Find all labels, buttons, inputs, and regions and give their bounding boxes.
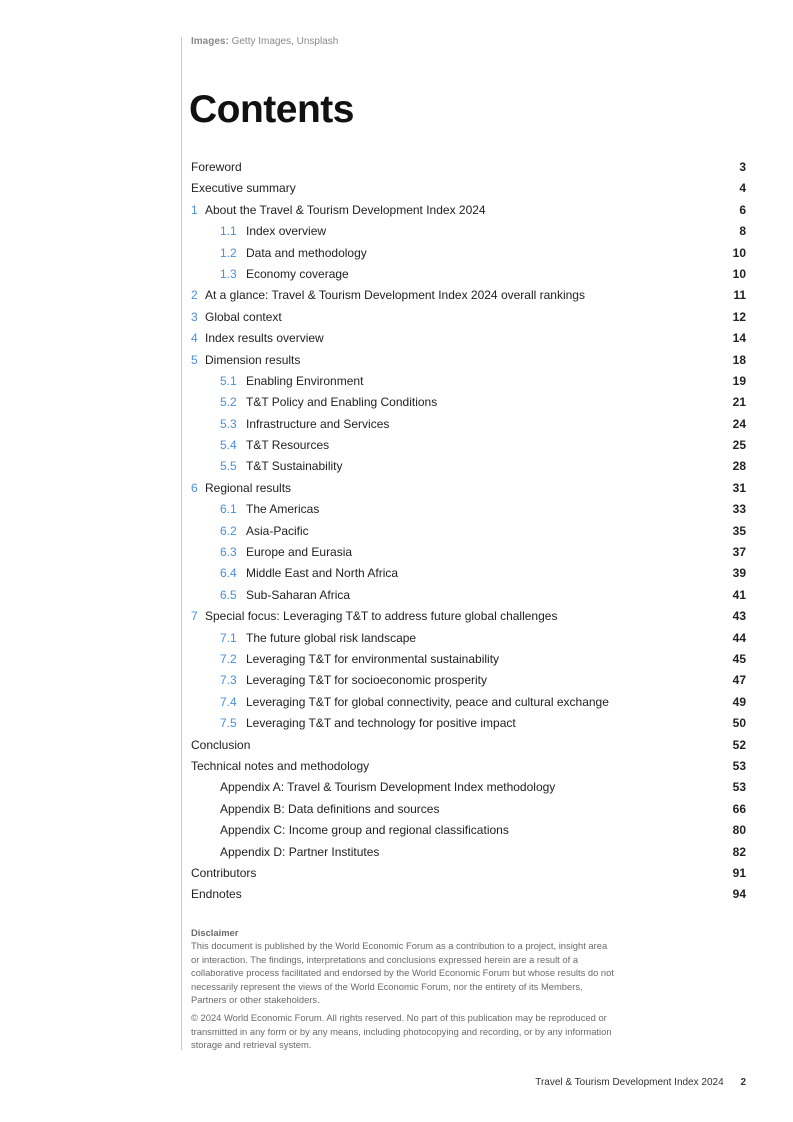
- toc-entry[interactable]: [191, 157, 746, 178]
- toc-entry-label: The future global risk landscape: [246, 630, 417, 645]
- toc-entry[interactable]: [191, 307, 746, 328]
- toc-entry[interactable]: [191, 285, 746, 306]
- toc-entry-label: Appendix A: Travel & Tourism Development Index methodology: [220, 780, 556, 795]
- toc-entry-number: 1.3: [220, 266, 237, 281]
- toc-entry-page: 10: [732, 266, 746, 281]
- toc-entry-label: T&T Resources: [246, 438, 330, 453]
- toc-entry[interactable]: [191, 521, 746, 542]
- toc-entry-label: Conclusion: [191, 737, 251, 752]
- toc-entry-page: 44: [732, 630, 746, 645]
- page-title: Contents: [189, 88, 354, 131]
- toc-entry-number: 6: [191, 480, 198, 495]
- toc-entry[interactable]: [191, 649, 746, 670]
- toc-entry[interactable]: [191, 799, 746, 820]
- toc-entry[interactable]: [191, 414, 746, 435]
- toc-entry-page: 43: [732, 609, 746, 624]
- toc-entry-label: Infrastructure and Services: [246, 416, 390, 431]
- toc-entry[interactable]: [191, 884, 746, 905]
- toc-entry-page: 39: [732, 566, 746, 581]
- toc-entry-label: Asia-Pacific: [246, 523, 309, 538]
- toc-entry-label: T&T Policy and Enabling Conditions: [246, 395, 438, 410]
- toc-entry-number: 1.1: [220, 224, 237, 239]
- toc-entry-number: 4: [191, 331, 198, 346]
- toc-entry[interactable]: [191, 264, 746, 285]
- disclaimer: [191, 926, 616, 1057]
- toc-entry-page: 45: [732, 651, 746, 666]
- toc-entry-label: Appendix C: Income group and regional classifications: [220, 823, 509, 838]
- toc-entry[interactable]: [191, 863, 746, 884]
- toc-entry-number: 2: [191, 288, 198, 303]
- toc-entry-number: 5.3: [220, 416, 237, 431]
- toc-entry[interactable]: [191, 692, 746, 713]
- toc-entry-page: 14: [732, 331, 746, 346]
- toc-entry-label: Endnotes: [191, 887, 242, 902]
- toc-entry-page: 33: [732, 502, 746, 517]
- toc-entry-label: Enabling Environment: [246, 373, 364, 388]
- toc-entry[interactable]: [191, 456, 746, 477]
- toc-entry[interactable]: [191, 435, 746, 456]
- toc-entry-label: Leveraging T&T for socioeconomic prosperity: [246, 673, 488, 688]
- toc-entry-label: Executive summary: [191, 181, 296, 196]
- margin-rule: [181, 37, 182, 1050]
- toc-entry-page: 37: [732, 545, 746, 560]
- toc-entry[interactable]: [191, 392, 746, 413]
- toc-entry-label: Economy coverage: [246, 266, 349, 281]
- toc-entry-number: 5.5: [220, 459, 237, 474]
- toc-entry[interactable]: [191, 499, 746, 520]
- toc-entry[interactable]: [191, 478, 746, 499]
- footer-report-title: Travel & Tourism Development Index 2024: [535, 1077, 724, 1088]
- toc-entry-label: Middle East and North Africa: [246, 566, 399, 581]
- toc-entry-number: 1: [191, 202, 198, 217]
- toc-entry-page: 12: [732, 309, 746, 324]
- toc-entry-label: Sub-Saharan Africa: [246, 587, 351, 602]
- toc-entry-label: Leveraging T&T for global connectivity, peace and cultural exchange: [246, 694, 609, 709]
- toc-entry-page: 10: [732, 245, 746, 260]
- toc-entry-label: Data and methodology: [246, 245, 367, 260]
- toc-entry[interactable]: [191, 563, 746, 584]
- toc-entry-page: 50: [732, 716, 746, 731]
- toc-entry-page: 94: [732, 887, 746, 902]
- toc-entry-number: 6.1: [220, 502, 237, 517]
- toc-entry-page: 6: [739, 202, 746, 217]
- toc-entry[interactable]: [191, 371, 746, 392]
- toc-entry[interactable]: [191, 713, 746, 734]
- toc-entry[interactable]: [191, 820, 746, 841]
- toc-entry[interactable]: [191, 178, 746, 199]
- toc-entry[interactable]: [191, 350, 746, 371]
- toc-entry-label: Global context: [205, 309, 282, 324]
- toc-entry-number: 5.4: [220, 438, 237, 453]
- toc-entry-label: Index overview: [246, 224, 327, 239]
- toc-entry[interactable]: [191, 200, 746, 221]
- image-credits-text: Getty Images, Unsplash: [231, 36, 339, 47]
- toc-entry[interactable]: [191, 670, 746, 691]
- toc-entry-number: 3: [191, 309, 198, 324]
- toc-entry-number: 7.1: [220, 630, 237, 645]
- toc-entry-number: 7.2: [220, 651, 237, 666]
- toc-entry-label: Europe and Eurasia: [246, 545, 353, 560]
- toc-entry[interactable]: [191, 606, 746, 627]
- toc-entry-page: 35: [732, 523, 746, 538]
- toc-entry-page: 24: [732, 416, 746, 431]
- toc-entry[interactable]: [191, 221, 746, 242]
- image-credits: [191, 36, 338, 47]
- toc-entry-label: Technical notes and methodology: [191, 758, 370, 773]
- toc-entry[interactable]: [191, 777, 746, 798]
- toc-entry-number: 7: [191, 609, 198, 624]
- toc-entry-page: 25: [732, 438, 746, 453]
- toc-entry-number: 5.2: [220, 395, 237, 410]
- toc-entry-label: Dimension results: [205, 352, 301, 367]
- toc-entry-page: 4: [739, 181, 746, 196]
- image-credits-label: Images:: [191, 36, 229, 47]
- disclaimer-heading: Disclaimer: [191, 927, 239, 938]
- toc-entry-page: 3: [739, 160, 746, 174]
- toc-entry-number: 5: [191, 352, 198, 367]
- page-footer: [535, 1077, 746, 1088]
- toc-entry[interactable]: [191, 243, 746, 264]
- toc-entry-number: 6.4: [220, 566, 237, 581]
- toc-entry-number: 7.4: [220, 694, 237, 709]
- footer-page-number: 2: [740, 1077, 746, 1088]
- toc-entry-number: 6.5: [220, 587, 237, 602]
- table-of-contents: [191, 157, 746, 906]
- toc-entry-page: 52: [732, 737, 746, 752]
- toc-entry-number: 1.2: [220, 245, 237, 260]
- copyright-notice: © 2024 World Economic Forum. All rights reserved. No part of this publication may be reproduced or transmitted in any form or by any means, including photocopying and recording, or by any information storage and retrieval system.: [191, 1012, 612, 1051]
- toc-entry-page: 53: [732, 758, 746, 773]
- toc-entry-page: 41: [732, 587, 746, 602]
- toc-entry-label: Appendix B: Data definitions and sources: [220, 801, 440, 816]
- toc-entry[interactable]: [191, 542, 746, 563]
- toc-entry-number: 5.1: [220, 373, 237, 388]
- toc-entry-number: 7.5: [220, 716, 237, 731]
- toc-entry-page: 18: [732, 352, 746, 367]
- toc-entry-label: Foreword: [191, 160, 242, 174]
- toc-entry-label: Appendix D: Partner Institutes: [220, 844, 380, 859]
- toc-entry-label: Leveraging T&T for environmental sustainability: [246, 651, 500, 666]
- toc-entry-label: Special focus: Leveraging T&T to address future global challenges: [205, 609, 558, 624]
- toc-entry-number: 7.3: [220, 673, 237, 688]
- toc-entry[interactable]: [191, 585, 746, 606]
- toc-entry-page: 19: [732, 373, 746, 388]
- toc-entry-page: 53: [732, 780, 746, 795]
- toc-entry-label: Leveraging T&T and technology for positive impact: [246, 716, 516, 731]
- disclaimer-body: This document is published by the World Economic Forum as a contribution to a project, insight area or interaction. The findings, interpretations and conclusions expressed herein are a result of a collaborative process facilitated and endorsed by the World Economic Forum but whose results do not necessarily represent the views of the World Economic Forum, nor the entirety of its Members, Partners or other stakeholders.: [191, 940, 614, 1006]
- toc-entry-label: About the Travel & Tourism Development Index 2024: [205, 202, 486, 217]
- toc-entry[interactable]: [191, 628, 746, 649]
- toc-entry-label: Index results overview: [205, 331, 324, 346]
- toc-entry-label: At a glance: Travel & Tourism Development Index 2024 overall rankings: [205, 288, 585, 303]
- toc-entry[interactable]: [191, 735, 746, 756]
- toc-entry-page: 21: [732, 395, 746, 410]
- toc-entry-page: 47: [732, 673, 746, 688]
- toc-entry-page: 80: [732, 823, 746, 838]
- toc-entry[interactable]: [191, 756, 746, 777]
- toc-entry-label: The Americas: [246, 502, 320, 517]
- toc-entry-page: 82: [732, 844, 746, 859]
- toc-entry-number: 6.2: [220, 523, 237, 538]
- toc-entry-label: T&T Sustainability: [246, 459, 343, 474]
- toc-entry-page: 28: [732, 459, 746, 474]
- toc-entry-page: 8: [739, 224, 746, 239]
- toc-entry-page: 91: [732, 865, 746, 880]
- toc-entry[interactable]: [191, 328, 746, 349]
- toc-entry-page: 49: [732, 694, 746, 709]
- toc-entry-page: 31: [732, 480, 746, 495]
- toc-entry-page: 11: [733, 288, 746, 303]
- toc-entry[interactable]: [191, 842, 746, 863]
- toc-entry-number: 6.3: [220, 545, 237, 560]
- toc-entry-label: Regional results: [205, 480, 292, 495]
- toc-entry-page: 66: [732, 801, 746, 816]
- toc-entry-label: Contributors: [191, 865, 257, 880]
